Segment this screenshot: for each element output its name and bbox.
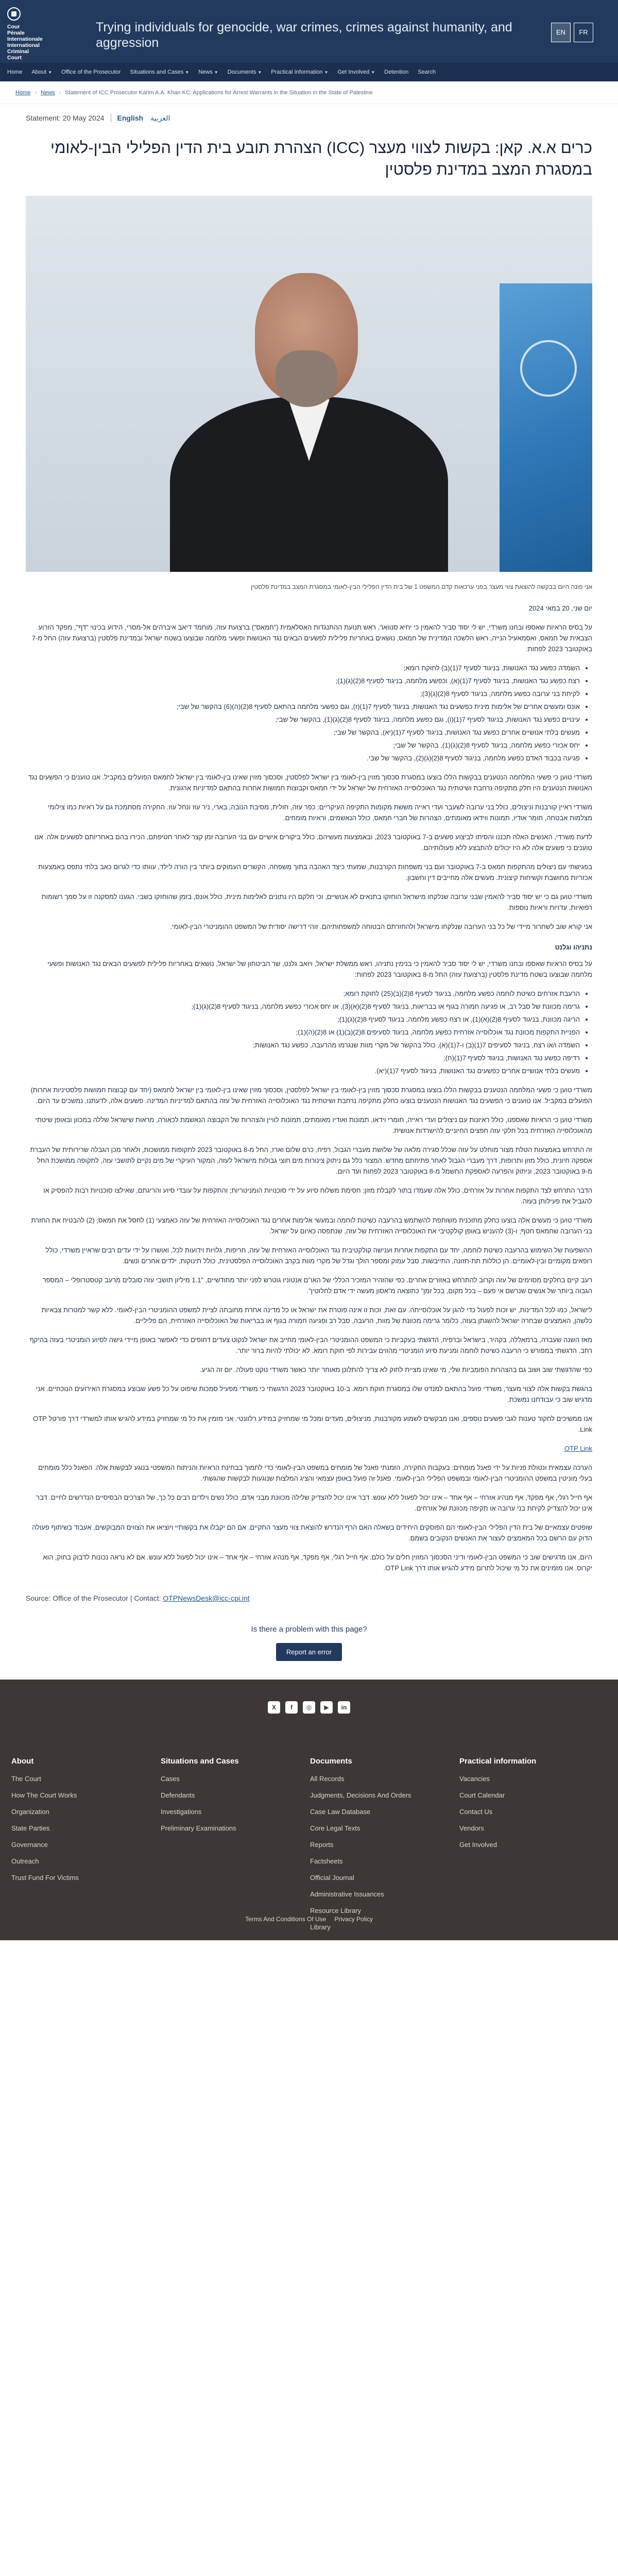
article-paragraph: אני קורא שוב לשחרור מיידי של כל בני הערובה שנלקחו מישראל ולהחזרתם הבטוחה למשפחותיהם. זוהי דרישה יסודית של המשפט ההומניטרי הבין-לאומי. bbox=[170, 923, 592, 930]
privacy-link[interactable]: Privacy Policy bbox=[334, 1916, 373, 1923]
breadcrumb-news[interactable]: News bbox=[41, 89, 55, 96]
report-problem-section bbox=[0, 1602, 618, 1680]
social-links bbox=[0, 1701, 618, 1714]
footer-column-about bbox=[11, 1757, 161, 1940]
breadcrumb-separator: › bbox=[59, 89, 61, 96]
nav-search[interactable]: Search bbox=[418, 69, 436, 75]
youtube-icon[interactable]: ▶ bbox=[320, 1701, 333, 1714]
nav-practical-information[interactable]: Practical Information ▼ bbox=[271, 69, 329, 75]
footer-link[interactable]: Defendants bbox=[161, 1791, 195, 1799]
report-error-button[interactable]: Report an error bbox=[276, 1643, 342, 1661]
nav-detention[interactable]: Detention bbox=[384, 69, 409, 75]
footer-heading: Practical information bbox=[459, 1757, 537, 1766]
photo-caption: אני פונה היום בבקשה להוצאת צווי מעצר בפני ערכאות קדם המשפט 1 של בית הדין הפלילי הבין-לאומי במסגרת המצב במדינת פלסטין bbox=[251, 583, 592, 590]
article-paragraph: משרדי טוען כי הראיות שאספנו, כולל ראיונות עם ניצולים ועדי ראייה, חומרי וידאו, תמונות ואודיו מאומתים, תמונות לוויין והצהרות של הקבוצה הנאשמת לכאורה, מראות שישראל שללה במכוון ובאופן שיטתי מהאוכלוסייה האזרחית בכל חלקי עזה חפצים החיוניים להישרדות אנושית. bbox=[35, 1116, 592, 1134]
footer-link[interactable]: Vacancies bbox=[459, 1775, 490, 1783]
footer-link[interactable]: Governance bbox=[11, 1841, 48, 1849]
article-title: כרים א.א. קאן: בקשות לצווי מעצר (ICC) הצהרת תובע בית הדין הפלילי הבין-לאומי במסגרת המצב במדינת פלסטין bbox=[50, 139, 592, 178]
terms-link[interactable]: Terms And Conditions Of Use bbox=[245, 1916, 327, 1923]
article-paragraph: לדעת משרדי, האנשים האלה תכננו והסיתו לביצוע פשעים ב-7 באוקטובר 2023, ובאמצעות מעשיהם, כולל ביקורים אישיים עם בני הערובה זמן קצר לאחר חטיפתם, הכירו בהם באחריותם לפשעים אלה. אנו טוענים כי פשעים אלה לא היו יכולים להתבצע ללא פעולותיהם. bbox=[35, 833, 592, 852]
footer-heading: Documents bbox=[310, 1757, 352, 1766]
article-paragraph: זה התרחש באמצעות הטלת מצור מוחלט על עזה שכלל סגירה מלאה של שלושת מעברי הגבול, רפיח, כרם שלום וארז, החל מ-8 באוקטובר 2023 לתקופות ממושכות, ולאחר מכן הגבלה שרירותית של העברת אספקה חיונית, כולל מזון ותרופות, דרך מעברי הגבול לאחר פתיחתם מחדש. המצור כלל גם ניתוק צינורות מים חוצי גבולות מישראל לעזה, המקור העיקרי של מים נקיים לתושבי עזה, לתקופה ממושכת החל מ-9 באוקטובר 2023, וניתוק והפרעה לאספקת החשמל מ-8 באוקטובר 2023 לפחות ועד היום. bbox=[30, 1146, 592, 1175]
article-paragraph: משרדי טוען כי פשעי המלחמה הנטענים בבקשות הללו בוצעו במסגרת סכסוך מזוין בין-לאומי בין ישראל לפלסטין, וסכסוך מזוין שאינו בין-לאומי בין ישראל לחמאס הפועלים במקביל. אנו טוענים כי הפשעים נגד האנושות הנטענים היו חלק מתקיפה נרחבת ושיטתית נגד האוכלוסייה האזרחית של ישראל על ידי חמאס וקבוצות חמושות אחרות בהתאם למדיניות ארגונית. bbox=[28, 773, 592, 792]
breadcrumb-separator: › bbox=[35, 89, 37, 96]
site-tagline: Trying individuals for genocide, war crimes, crimes against humanity, and aggression bbox=[96, 20, 512, 50]
article-body bbox=[0, 127, 618, 1573]
list-item: • הפניית התקפות מכוונת נגד אוכלוסייה אזרחית כפשע מלחמה, בניגוד לסעיפים 8(2)(ב)(1) או 8(2)(ה)(1); bbox=[26, 1027, 580, 1038]
footer-link[interactable]: Case Law Database bbox=[310, 1808, 371, 1816]
article-paragraph: שופטים עצמאיים של בית הדין הפלילי הבין-לאומי הם הפוסקים היחידים בשאלה האם הרף הנדרש להוצאת צווי מעצר התקיים. אם הם יקבלו את בקשותיי ויוציאו את הצווים המבוקשים, אעבוד בשיתוף פעולה הדוק עם הרשם בכל המאמצים לעצור את האנשים הנקובים בשמם. bbox=[32, 1523, 592, 1542]
source-line bbox=[0, 1582, 618, 1602]
source-label: Source: Office of the Prosecutor | Contact: bbox=[26, 1594, 161, 1602]
footer-link[interactable]: Trust Fund For Victims bbox=[11, 1874, 79, 1882]
icc-emblem-icon bbox=[7, 7, 21, 21]
charges-list bbox=[26, 988, 592, 1076]
footer-link[interactable]: Vendors bbox=[459, 1824, 484, 1832]
footer-link[interactable]: Factsheets bbox=[310, 1857, 343, 1865]
footer-link[interactable]: Contact Us bbox=[459, 1808, 493, 1816]
article-paragraph: רעב קיים בחלקים מסוימים של עזה וקרוב להתרחש באזורים אחרים. כפי שהזהיר המזכיר הכללי של האו"ם אנטוניו גוטרש לפני יותר מחודשיים, "1.1 מיליון תושבי עזה סובלים מרעב קטסטרופלי – המספר הגבוה ביותר של אנשים שנרשם אי פעם – בכל מקום, בכל זמן" כתוצאה מ"אסון מעשה ידי אדם לחלוטין". bbox=[42, 1276, 592, 1295]
footer-link[interactable]: All Records bbox=[310, 1775, 345, 1783]
article-paragraph bbox=[26, 1443, 592, 1454]
charges-list bbox=[26, 663, 592, 764]
nav-get-involved[interactable]: Get Involved ▼ bbox=[337, 69, 375, 75]
article-paragraph: על בסיס הראיות שאספו ובחנו משרדי, יש לי יסוד סביר להאמין כי בנימין נתניהו, ראש ממשלת ישראל, ויואב גלנט, שר הביטחון של ישראל, נושאים באחריות פלילית לפשעים הבאים נגד האנושות ופשעי מלחמה שבוצעו בשטח מדינת פלסטין (ברצועת עזה) החל מ-8 באוקטובר 2023 לפחות: bbox=[47, 960, 592, 978]
chevron-down-icon: ▼ bbox=[371, 70, 375, 75]
footer-column-documents bbox=[310, 1757, 459, 1940]
article-paragraph: משרדי טוען כי מעשים אלה בוצעו כחלק מתוכנית משותפת להשתמש בהרעבה כשיטת לוחמה ובמעשי אלימות אחרים נגד האוכלוסייה האזרחית של עזה כאמצעי (1) לחסל את חמאס; (2) להבטיח את החזרת בני הערובה שחמאס חטף; ו-(3) להעניש באופן קולקטיבי את האוכלוסייה האזרחית של עזה, שנתפסה כאיום על ישראל. bbox=[31, 1216, 592, 1235]
linkedin-icon[interactable]: in bbox=[338, 1701, 350, 1714]
list-item: • הרעבת אזרחים כשיטת לוחמה כפשע מלחמה, בניגוד לסעיף 8(2)(ב)(25) לחוקת רומא; bbox=[26, 988, 580, 999]
chevron-down-icon: ▼ bbox=[214, 70, 218, 75]
article-paragraph: בפגישתי עם ניצולים מהתקפות חמאס ב-7 באוקטובר ועם בני משפחות הקורבנות, שמעתי כיצד האהבה בתוך משפחה, הקשרים העמוקים ביותר בין הורה לילד, עוותו כדי לגרום כאב בלתי נתפס באמצעות אכזריות מחושבת וקשיחות קיצונית. מעשים אלה מחייבים דין וחשבון. bbox=[38, 863, 592, 882]
instagram-icon[interactable]: ◎ bbox=[303, 1701, 315, 1714]
logo-text: Cour Pénale Internationale International Criminal Court bbox=[7, 24, 43, 61]
chevron-down-icon: ▼ bbox=[258, 70, 262, 75]
footer-link[interactable]: Reports bbox=[310, 1841, 334, 1849]
nav-documents[interactable]: Documents ▼ bbox=[227, 69, 262, 75]
chevron-down-icon: ▼ bbox=[48, 70, 53, 75]
icc-flag bbox=[500, 283, 592, 572]
footer-column-practical bbox=[459, 1757, 609, 1940]
list-item: • אונס ומעשים אחרים של אלימות מינית כפשעים נגד האנושות, בניגוד לסעיף 7(1)(ז), וגם כפשעי מלחמה בהתאם לסעיף 8(2)(ה)(6) בהקשר של שבי; bbox=[26, 701, 580, 712]
footer-columns bbox=[11, 1757, 609, 1940]
footer-link[interactable]: Library bbox=[310, 1923, 331, 1931]
chevron-down-icon: ▼ bbox=[324, 70, 329, 75]
article-paragraph: כפי שהדגשתי שוב ושוב גם בהצהרות הפומביות שלי, מי שאינו מציית לחוק לא צריך להתלונן מאוחר יותר כאשר משרדי נוקט פעולה. יום זה הגיע. bbox=[199, 1366, 592, 1374]
article-paragraph: משרדי ראיין קורבנות וניצולים, כולל בני ערובה לשעבר ועדי ראייה מששת מקומות התקיפה העיקריים: כפר עזה, חולית, מסיבת הנובה, בארי, ניר עוז ונחל עוז. החקירה מסתמכת גם על ראיות כמו צילומי מצלמות אבטחה, חומר אודיו, תמונות ווידאו מאומתים, הצהרות של חברי חמאס, כולל הנאשמים, וראיות מומחים. bbox=[47, 803, 592, 822]
list-item: • לקיחת בני ערובה כפשע מלחמה, בניגוד לסעיף 8(2)(ג)(3); bbox=[26, 688, 580, 699]
list-item: • השמדה ו/או רצח, בניגוד לסעיפים 7(1)(ב) ו-7(1)(א), כולל בהקשר של מקרי מוות שנגרמו מהרעבה, כפשע נגד האנושות; bbox=[26, 1040, 580, 1050]
icc-logo[interactable] bbox=[7, 7, 84, 61]
footer-link[interactable]: Investigations bbox=[161, 1808, 202, 1816]
footer-link[interactable]: Official Journal bbox=[310, 1874, 354, 1882]
list-item: • גרימה מכוונת של סבל רב, או פגיעה חמורה בגוף או בבריאות, בניגוד לסעיף 8(2)(א)(3), או יחס אכזרי כפשע מלחמה, בניגוד לסעיף 8(2)(ג)(1); bbox=[26, 1001, 580, 1012]
footer-link[interactable]: Core Legal Texts bbox=[310, 1824, 360, 1832]
footer-link[interactable]: Cases bbox=[161, 1775, 180, 1783]
list-item: • יחס אכזרי כפשע מלחמה, בניגוד לסעיף 8(2)(ג)(1), בהקשר של שבי; bbox=[26, 740, 580, 751]
footer-column-situations bbox=[161, 1757, 310, 1940]
footer-heading: Situations and Cases bbox=[161, 1757, 239, 1766]
article-paragraph: היום, אנו מדגישים שוב כי המשפט הבין-לאומי ודיני הסכסוך המזוין חלים על כולם. אף חייל רגלי, אף מפקד, אף מנהיג אזרחי – אף אחד – אינו יכול לפעול ללא עונש. אם לא נראה נכונות לדבוק בחוק, הוא יקרוס. אנו מזמינים את כל מי שיכול לתרום מידע להגיש אותו דרך OTP Link. bbox=[43, 1553, 592, 1572]
footer-link[interactable]: Organization bbox=[11, 1808, 49, 1816]
list-item: • רצח כפשע נגד האנושות, בניגוד לסעיף 7(1)(א), וכפשע מלחמה, בניגוד לסעיף 8(2)(ג)(1); bbox=[26, 675, 580, 686]
article-paragraph: ההשפעות של השימוש בהרעבה כשיטת לוחמה, יחד עם התקפות אחרות וענישה קולקטיבית נגד האוכלוסייה האזרחית של עזה, חריפות, גלויות וידועות לכל, ואושרו על ידי עדים רבים שראיין משרדי, כולל רופאים מקומיים ובין-לאומיים. הן כוללות תת-תזונה, התייבשות, סבל עמוק ומספר הולך וגדל של מקרי מוות בקרב האוכלוסייה הפלסטינית, כולל תינוקות, ילדים אחרים ונשים. bbox=[45, 1246, 592, 1265]
footer-heading: About bbox=[11, 1757, 34, 1766]
statement-meta bbox=[0, 104, 618, 127]
statement-date: Statement: 20 May 2024 bbox=[26, 114, 105, 122]
x-icon[interactable]: X bbox=[268, 1701, 280, 1714]
footer-link[interactable]: Preliminary Examinations bbox=[161, 1824, 236, 1832]
article-paragraph: אנו ממשיכים לחקור טענות לגבי פשעים נוספים, ואנו מבקשים לשמוע מקורבנות, מניצולים, מעדים ומכל מי שמחזיק במידע רלוונטי. אני מזמין את כל מי שמחזיק במידע להגיש אותו למשרדי דרך פורטל OTP Link. bbox=[33, 1415, 592, 1433]
list-item: • מעשים בלתי אנושיים אחרים כפשעים נגד האנושות, בניגוד לסעיף 7(1)(יא). bbox=[26, 1065, 580, 1076]
chevron-down-icon: ▼ bbox=[185, 70, 190, 75]
breadcrumb bbox=[0, 81, 618, 104]
otp-link[interactable]: OTP Link bbox=[564, 1445, 592, 1452]
footer-link[interactable]: The Court bbox=[11, 1775, 41, 1783]
footer-link[interactable]: Outreach bbox=[11, 1857, 39, 1865]
footer-link[interactable]: How The Court Works bbox=[11, 1791, 77, 1799]
footer-legal-links bbox=[0, 1916, 618, 1923]
nav-home[interactable]: Home bbox=[7, 69, 23, 75]
footer-link[interactable]: State Parties bbox=[11, 1824, 50, 1832]
report-problem-text: Is there a problem with this page? bbox=[251, 1625, 367, 1634]
section-heading: נתניהו וגלנט bbox=[555, 943, 592, 951]
flag-emblem-icon bbox=[520, 340, 577, 397]
article-date: יום שני, 20 במאי 2024 bbox=[528, 604, 592, 612]
nav-about[interactable]: About ▼ bbox=[31, 69, 53, 75]
article-paragraph: הדבר התרחש לצד התקפות אחרות על אזרחים, כולל אלה שעמדו בתור לקבלת מזון; חסימת משלוח סיוע על ידי סוכנויות הומניטריות; והתקפות על עובדי סיוע והריגתם, שאילצו סוכנויות רבות להפסיק או להגביל את פעילותן בעזה. bbox=[43, 1187, 592, 1205]
contact-email-link[interactable]: OTPNewsDesk@icc-cpi.int bbox=[163, 1594, 250, 1602]
site-footer bbox=[0, 1680, 618, 1940]
footer-link[interactable]: Judgments, Decisions And Orders bbox=[310, 1791, 411, 1799]
footer-link[interactable]: Court Calendar bbox=[459, 1791, 505, 1799]
lang-arabic-link[interactable]: العربية bbox=[150, 113, 170, 122]
lang-english-link[interactable]: English bbox=[117, 114, 144, 122]
breadcrumb-current: Statement of ICC Prosecutor Karim A.A. Khan KC: Applications for Arrest Warrants in the Situation in the State of Palestine bbox=[65, 89, 373, 96]
nav-news[interactable]: News ▼ bbox=[198, 69, 218, 75]
list-item: • פגיעה בכבוד האדם כפשע מלחמה, בניגוד לסעיף 8(2)(ג)(2), בהקשר של שבי. bbox=[26, 753, 580, 764]
footer-link[interactable]: Get Involved bbox=[459, 1841, 497, 1849]
list-item: • עינויים כפשע נגד האנושות, בניגוד לסעיף 7(1)(ו), וגם כפשע מלחמה, בניגוד לסעיף 8(2)(ג)(1), בהקשר של שבי; bbox=[26, 714, 580, 725]
article-paragraph: מאז השנה שעברה, ברמאללה, בקהיר, בישראל וברפיח, הדגשתי בעקביות כי המשפט ההומניטרי הבין-לאומי מחייב את ישראל לנקוט צעדים דחופים כדי לאפשר באופן מיידי גישה לסיוע הומניטרי בעזה בהיקף רחב. הדגשתי במפורש כי הרעבה כשיטת לוחמה ומניעת סיוע הומניטרי מהווים עבירות לפי חוקת רומא. לא יכולתי להיות ברור יותר. bbox=[29, 1336, 592, 1354]
photo-figure-beard bbox=[276, 350, 337, 407]
list-item: • רדיפה כפשע נגד האנושות, בניגוד לסעיף 7(1)(ח); bbox=[26, 1053, 580, 1063]
article-paragraph: לישראל, כמו לכל המדינות, יש זכות לפעול כדי להגן על אוכלוסייתה. עם זאת, זכות זו אינה פוטרת את ישראל או כל מדינה אחרת מחובתה לציית למשפט ההומניטרי הבין-לאומי. ללא קשר למטרות צבאיות כלשהן, האמצעים שבחרה ישראל להשגתן בעזה, כלומר גרימה מכוונת של מוות, הרעבה, סבל רב ופגיעה חמורה בגוף או בבריאות של האוכלוסייה האזרחית, הם פליליים. bbox=[41, 1306, 592, 1325]
nav-situations-and-cases[interactable]: Situations and Cases ▼ bbox=[130, 69, 190, 75]
list-item: • מעשים בלתי אנושיים אחרים כפשע נגד האנושות, בניגוד לסעיף 7(1)(יא), בהקשר של שבי; bbox=[26, 727, 580, 738]
lang-en-button[interactable]: EN bbox=[551, 23, 571, 42]
article-paragraph: אף חייל רגלי, אף מפקד, אף מנהיג אזרחי – אף אחד – אינו יכול לפעול ללא עונש. דבר אינו יכול להצדיק שלילה מכוונת מבני אדם, כולל נשים וילדים רבים כל כך, של הצרכים הבסיסיים הנדרשים לחיים. דבר אינו יכול להצדיק לקיחת בני ערובה או תקיפה מכוונת של אזרחים. bbox=[36, 1494, 592, 1512]
list-item: • הריגה מכוונת, בניגוד לסעיף 8(2)(א)(1), או רצח כפשע מלחמה, בניגוד לסעיף 8(2)(ג)(1); bbox=[26, 1014, 580, 1025]
hero-photo bbox=[26, 196, 592, 572]
breadcrumb-home[interactable]: Home bbox=[15, 89, 31, 96]
facebook-icon[interactable]: f bbox=[285, 1701, 298, 1714]
article-paragraph: משרדי טוען גם כי יש יסוד סביר להאמין שבני ערובה שנלקחו מישראל הוחזקו בתנאים לא אנושיים, וכי חלקם היו נתונים לאלימות מינית, כולל אונס, בזמן שהוחזקו בשבי. הגענו למסקנה זו על סמך רשומות רפואיות, עדויות וראיות נוספות. bbox=[41, 893, 592, 911]
site-header bbox=[0, 0, 618, 63]
footer-link[interactable]: Resource Library bbox=[310, 1907, 361, 1914]
main-nav bbox=[0, 63, 618, 81]
article-paragraph: על בסיס הראיות שאספו ובחנו משרדי, יש לי יסוד סביר להאמין כי יחיא סנוואר, ראש תנועת ההתנגדות האסלאמית ("חמאס") ברצועת עזה, מוחמד דיאב איברהים אל-מסרי, הידוע בכינוי "דף", מפקד הזרוע הצבאית של חמאס, ואסמאעיל הנייה, ראש הלשכה המדינית של חמאס, נושאים באחריות פלילית לפשעים הבאים נגד האנושות ופשעי מלחמה שבוצעו בשטח ישראל ובמדינת פלסטין (ברצועת עזה) החל מ-7 באוקטובר 2023 לפחות: bbox=[31, 623, 592, 653]
footer-link[interactable]: Administrative Issuances bbox=[310, 1890, 384, 1898]
article-paragraph: הערכה עצמאית ונטולת פניות על ידי פאנל מומחים: בעקבות החקירה, הזמנתי פאנל של מומחים במשפט הבין-לאומי כדי לתמוך בבחינת הראיות והניתוח המשפטי בנוגע לבקשות אלה. הפאנל כלל מומחים בעלי מוניטין במשפט ההומניטרי הבין-לאומי ובמשפט הפלילי הבין-לאומי. פאנל זה פועל באופן עצמאי והציג המלצות שנוגעות לבקשות שהגשתי. bbox=[38, 1464, 592, 1482]
lang-fr-button[interactable]: FR bbox=[574, 23, 593, 42]
article-paragraph: משרדי טוען כי פשעי המלחמה הנטענים בבקשות הללו בוצעו במסגרת סכסוך מזוין בין-לאומי בין ישראל לפלסטין, וסכסוך מזוין שאינו בין-לאומי בין ישראל לחמאס (יחד עם קבוצות חמושות פלסטיניות אחרות) הפועלים במקביל. אנו טוענים כי הפשעים נגד האנושות הנטענים בוצעו כחלק מתקיפה נרחבת ושיטתית נגד האוכלוסייה האזרחית של עזה בהתאם למדיניות המדינה. פשעים אלה, לדעתנו, נמשכים עד היום. bbox=[30, 1086, 592, 1105]
list-item: • השמדה כפשע נגד האנושות, בניגוד לסעיף 7(1)(ב) לחוקת רומא; bbox=[26, 663, 580, 673]
nav-office-of-the-prosecutor[interactable]: Office of the Prosecutor bbox=[61, 69, 121, 75]
article-paragraph: בהגשת בקשות אלה לצווי מעצר, משרדי פועל בהתאם למנדט שלו במסגרת חוקת רומא. ב-10 באוקטובר 2023 הדגשתי כי משרדי מפעיל סמכות שיפוט על כל פשע שבוצע במסגרת האירועים הנוכחיים. אני מדגיש שוב כי עבודתנו נמשכת. bbox=[36, 1385, 592, 1403]
